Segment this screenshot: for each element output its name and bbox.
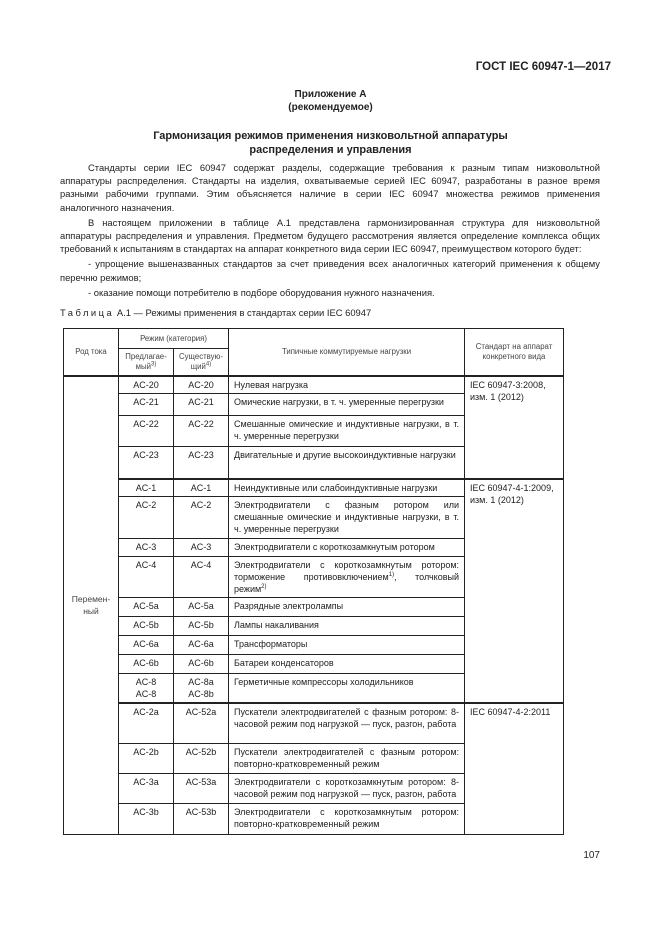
- proposed-mode-cell: [119, 655, 174, 674]
- proposed-mode-cell: [119, 394, 174, 416]
- proposed-mode-cell: [119, 703, 174, 743]
- header-existing-text: Существую-щий: [179, 351, 223, 371]
- load-cell: [229, 655, 465, 674]
- existing-mode-cell: [174, 376, 229, 394]
- load-cell: [229, 617, 465, 636]
- proposed-mode: AC-8: [135, 677, 157, 688]
- paragraph: - оказание помощи потребителю в подборе оборудования нужного назначения.: [88, 286, 435, 298]
- existing-mode: AC-4: [190, 560, 212, 571]
- standard-reference: IEC 60947-3:2008, изм. 1 (2012): [470, 379, 546, 402]
- annex-note: (рекомендуемое): [288, 102, 373, 113]
- proposed-mode-cell: [119, 416, 174, 447]
- proposed-mode-cell: [119, 617, 174, 636]
- proposed-mode: AC-21: [133, 397, 159, 408]
- existing-mode-cell: [174, 598, 229, 617]
- proposed-mode-cell: [119, 773, 174, 803]
- proposed-mode: AC-22: [133, 419, 159, 430]
- existing-mode-cell: [174, 479, 229, 497]
- load-description: Разрядные электролампы: [234, 601, 344, 612]
- section-title: [60, 129, 601, 157]
- existing-mode-cell: [174, 539, 229, 557]
- body-text: [60, 161, 600, 299]
- existing-mode: AC-53b: [185, 806, 217, 817]
- existing-mode: AC-8b: [188, 689, 214, 700]
- header-mode: Режим (категория): [119, 329, 229, 349]
- existing-mode-cell: [174, 703, 229, 743]
- existing-mode: AC-5a: [188, 601, 214, 612]
- paragraph: - упрощение вышеназванных стандартов за счет приведения всех аналогичных категорий применения к общему перечню режимов;: [60, 258, 600, 283]
- page-number: 107: [583, 850, 600, 861]
- existing-mode: AC-52b: [185, 746, 217, 757]
- load-description: Пускатели электродвигателей с фазным ротором: 8-часовой режим под нагрузкой — пуск, разгон, работа: [234, 707, 460, 730]
- load-cell: [229, 703, 465, 743]
- modes-table: [63, 328, 564, 835]
- proposed-mode: AC-6b: [133, 658, 159, 669]
- proposed-mode: AC-1: [135, 482, 157, 493]
- existing-mode: AC-2: [190, 500, 212, 511]
- load-description: Батареи конденсаторов: [234, 658, 334, 669]
- load-cell: [229, 636, 465, 655]
- load-description: Омические нагрузки, в т. ч. умеренные перегрузки: [234, 397, 444, 408]
- proposed-mode-cell: [119, 743, 174, 773]
- proposed-mode-cell: [119, 598, 174, 617]
- standard-cell: [465, 703, 564, 834]
- existing-mode-cell: [174, 674, 229, 704]
- header-current: Род тока: [64, 329, 119, 376]
- footnote-ref: 2): [261, 584, 267, 591]
- load-cell: [229, 539, 465, 557]
- load-description: Нулевая нагрузка: [234, 379, 309, 390]
- proposed-mode: AC-3b: [133, 806, 159, 817]
- load-cell: [229, 743, 465, 773]
- existing-mode: AC-3: [190, 542, 212, 553]
- header-proposed: [119, 349, 174, 376]
- existing-mode: AC-21: [188, 397, 214, 408]
- standard-reference: IEC 60947-4-1:2009, изм. 1 (2012): [470, 482, 554, 505]
- existing-mode-cell: [174, 743, 229, 773]
- section-title-line: Гармонизация режимов применения низковольтной аппаратуры: [153, 130, 508, 142]
- paragraph: В настоящем приложении в таблице А.1 представлена гармонизированная структура для низковольтной аппаратуры распределения и управления. Предметом будущего рассмотрения является определение комплекса общих требований к испытаниям в стандартах на аппарат конкретного вида серии IEC 60947, преимуществом которого будет:: [60, 216, 600, 255]
- standard-reference: IEC 60947-4-2:2011: [470, 707, 551, 718]
- load-cell: [229, 773, 465, 803]
- table-body: [64, 376, 564, 835]
- existing-mode: AC-6a: [188, 639, 214, 650]
- existing-mode: AC-22: [188, 419, 214, 430]
- existing-mode-cell: [174, 497, 229, 539]
- annex-title: Приложение А: [294, 89, 367, 100]
- standard-cell: [465, 479, 564, 704]
- proposed-mode-cell: [119, 447, 174, 479]
- proposed-mode-cell: [119, 557, 174, 598]
- table-caption: [60, 307, 600, 319]
- footnote-ref: 3): [150, 361, 157, 368]
- proposed-mode: AC-20: [133, 379, 159, 390]
- existing-mode-cell: [174, 447, 229, 479]
- existing-mode-cell: [174, 394, 229, 416]
- paragraph: Стандарты серии IEC 60947 содержат разделы, содержащие требования к разным типам низковольтной аппаратуры распределения. Стандарты на изделия, охватываемые серией IEC 60947, разработаны в разное время разными рабочими группами. Этим объясняется наличие в серии IEC 60947 множества режимов применения аналогичного назначения.: [60, 162, 600, 213]
- load-cell: [229, 803, 465, 834]
- section-title-line: распределения и управления: [249, 144, 412, 156]
- load-cell: [229, 447, 465, 479]
- load-cell: [229, 394, 465, 416]
- proposed-mode: AC-2a: [133, 707, 159, 718]
- header-existing: [174, 349, 229, 376]
- existing-mode: AC-52a: [185, 707, 217, 718]
- existing-mode-cell: [174, 773, 229, 803]
- load-cell: [229, 497, 465, 539]
- existing-mode: AC-23: [188, 450, 214, 461]
- table-row: [64, 703, 564, 743]
- proposed-mode: AC-2b: [133, 746, 159, 757]
- load-description: Смешанные омические и индуктивные нагрузки, в т. ч. умеренные перегрузки: [234, 419, 460, 442]
- load-description: Неиндуктивные или слабоиндуктивные нагрузки: [234, 482, 438, 493]
- load-cell: [229, 416, 465, 447]
- proposed-mode-cell: [119, 539, 174, 557]
- proposed-mode-cell: [119, 497, 174, 539]
- existing-mode: AC-53a: [185, 776, 217, 787]
- header-standard: Стандарт на аппарат конкретного вида: [465, 329, 564, 376]
- proposed-mode: AC-3a: [133, 776, 159, 787]
- header-loads: Типичные коммутируемые нагрузки: [229, 329, 465, 376]
- proposed-mode-cell: [119, 479, 174, 497]
- existing-mode-cell: [174, 803, 229, 834]
- table-row: [64, 479, 564, 497]
- proposed-mode: AC-6a: [133, 639, 159, 650]
- load-description: Двигательные и другие высокоиндуктивные нагрузки: [234, 450, 456, 461]
- load-description: Лампы накаливания: [234, 620, 319, 631]
- load-description: Электродвигатели с фазным ротором или смешанные омические и индуктивные нагрузки, в т. ч. умеренные перегрузки: [234, 500, 460, 535]
- load-cell: [229, 479, 465, 497]
- existing-mode-cell: [174, 557, 229, 598]
- load-cell: [229, 557, 465, 598]
- footnote-ref: 1): [388, 572, 395, 579]
- proposed-mode: AC-5b: [133, 620, 159, 631]
- proposed-mode: AC-2: [135, 500, 157, 511]
- content-flow: [60, 161, 600, 835]
- table-row: [64, 376, 564, 394]
- proposed-mode-cell: [119, 636, 174, 655]
- existing-mode: AC-8a: [188, 677, 214, 688]
- proposed-mode: AC-4: [135, 560, 157, 571]
- current-type: Перемен-ный: [71, 594, 111, 617]
- load-description: Электродвигатели с короткозамкнутым ротором: повторно-кратковременный режим: [234, 806, 460, 829]
- caption-text: А.1 — Режимы применения в стандартах серии IEC 60947: [116, 307, 372, 319]
- load-cell: [229, 598, 465, 617]
- load-description: Электродвигатели с короткозамкнутым ротором: 8-часовой режим под нагрузкой — пуск, разгон, работа: [234, 776, 460, 799]
- proposed-mode-cell: [119, 376, 174, 394]
- proposed-mode: AC-5a: [133, 601, 159, 612]
- existing-mode-cell: [174, 655, 229, 674]
- proposed-mode: AC-8: [135, 689, 157, 700]
- standard-designation: ГОСТ IEC 60947-1—2017: [475, 61, 611, 73]
- existing-mode: AC-5b: [188, 620, 214, 631]
- load-description: Электродвигатели с короткозамкнутым ротором: [234, 542, 435, 553]
- existing-mode: AC-20: [188, 379, 214, 390]
- load-description: Пускатели электродвигателей с фазным ротором: повторно-кратковременный режим: [234, 746, 460, 769]
- standard-cell: [465, 376, 564, 479]
- load-cell: [229, 376, 465, 394]
- load-description: Трансформаторы: [234, 639, 308, 650]
- proposed-mode-cell: [119, 674, 174, 704]
- annex-heading: [0, 88, 661, 114]
- header-proposed-text: Предлагае-мый: [125, 351, 167, 371]
- caption-prefix: Таблица: [60, 307, 115, 319]
- load-description: Электродвигатели с короткозамкнутым ротором: торможение противовключением: [234, 560, 460, 583]
- proposed-mode: AC-3: [135, 542, 157, 553]
- load-description: Герметичные компрессоры холодильников: [234, 677, 414, 688]
- existing-mode-cell: [174, 636, 229, 655]
- proposed-mode-cell: [119, 803, 174, 834]
- existing-mode: AC-6b: [188, 658, 214, 669]
- footnote-ref: 4): [205, 361, 212, 368]
- proposed-mode: AC-23: [133, 450, 159, 461]
- existing-mode: AC-1: [190, 482, 212, 493]
- load-cell: [229, 674, 465, 704]
- current-type-cell: [64, 376, 119, 835]
- load-description: , толчковый режим: [234, 572, 460, 595]
- existing-mode-cell: [174, 416, 229, 447]
- existing-mode-cell: [174, 617, 229, 636]
